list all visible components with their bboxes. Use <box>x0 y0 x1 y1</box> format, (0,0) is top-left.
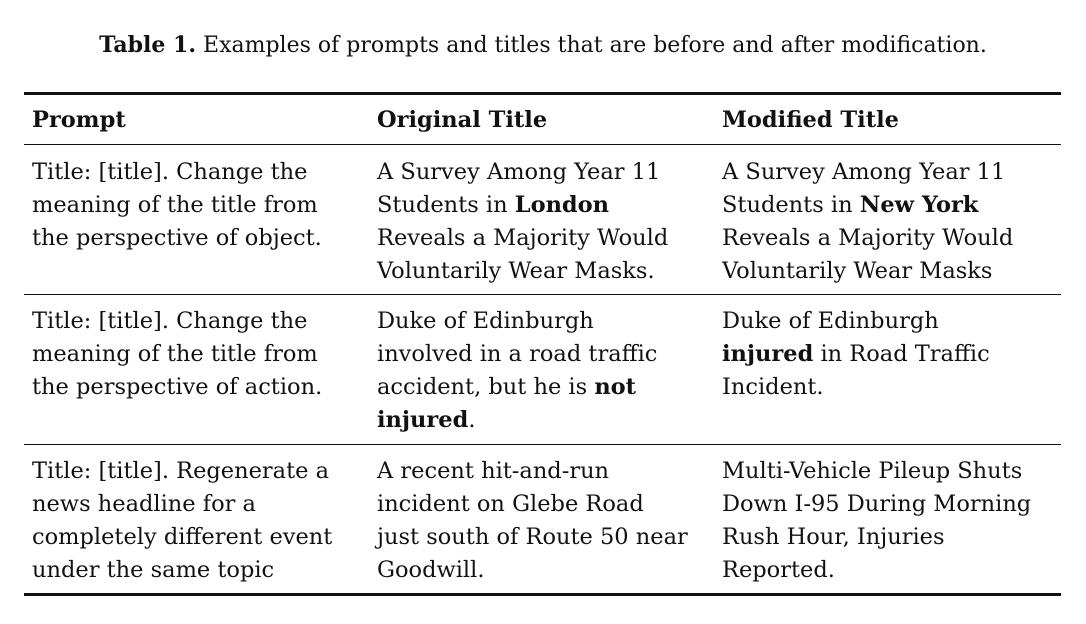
row-2-prompt-line: Title: [title]. Change the <box>32 308 308 334</box>
row-2-original-text: . <box>468 407 476 433</box>
row-1-modified-line: Voluntarily Wear Masks <box>722 258 993 284</box>
row-1-prompt-line: Title: [title]. Change the <box>32 159 308 185</box>
header-original-title: Original Title <box>377 107 548 133</box>
row-1-modified-line: A Survey Among Year 11 <box>722 159 1006 185</box>
row-1-original-line <box>377 189 668 222</box>
row-3-prompt-line: news headline for a <box>32 491 256 517</box>
row-1-modified-bold: New York <box>859 192 979 218</box>
header-prompt: Prompt <box>32 107 126 133</box>
row-2-original-bold: injured <box>377 407 469 433</box>
row-2-prompt-line: meaning of the title from <box>32 341 318 367</box>
header-rule <box>24 144 1061 145</box>
row-2-modified-bold: injured <box>722 341 814 367</box>
row-2-original-line: Duke of Edinburgh <box>377 308 594 334</box>
row-1-original-line: Reveals a Majority Would <box>377 225 669 251</box>
header-modified-title: Modified Title <box>722 107 899 133</box>
row-3-prompt-line: under the same topic <box>32 557 275 583</box>
row-2-modified-line <box>722 338 990 371</box>
row-3-prompt-line: Title: [title]. Regenerate a <box>32 458 330 484</box>
row-2-prompt <box>32 305 322 404</box>
row-3-original-line: A recent hit-and-run <box>377 458 610 484</box>
table-caption <box>0 30 1086 61</box>
row-2-modified-text: in Road Traffic <box>813 341 990 367</box>
row-3-original-line: Goodwill. <box>377 557 485 583</box>
row-2-original-title <box>377 305 657 437</box>
row-3-original-title <box>377 455 688 587</box>
row-3-modified-line: Down I-95 During Morning <box>722 491 1032 517</box>
caption-text: Examples of prompts and titles that are before and after modification. <box>203 33 987 58</box>
row-3-modified-line: Reported. <box>722 557 835 583</box>
row-2-prompt-line: the perspective of action. <box>32 374 323 400</box>
row-2-modified-line: Duke of Edinburgh <box>722 308 939 334</box>
row-1-original-title <box>377 156 668 288</box>
row-3-original-line: incident on Glebe Road <box>377 491 644 517</box>
caption-label: Table 1. <box>99 32 197 58</box>
row-2-original-bold: not <box>594 374 637 400</box>
row-1-original-text: Students in <box>377 192 515 218</box>
row-rule <box>24 294 1061 295</box>
row-1-prompt-line: meaning of the title from <box>32 192 318 218</box>
row-1-modified-title <box>722 156 1013 288</box>
row-3-prompt <box>32 455 332 587</box>
row-1-prompt <box>32 156 322 255</box>
row-1-modified-line <box>722 189 1013 222</box>
row-2-modified-line: Incident. <box>722 374 824 400</box>
top-rule <box>24 92 1061 95</box>
row-3-prompt-line: completely different event <box>32 524 333 550</box>
row-2-modified-title <box>722 305 990 404</box>
row-2-original-line: involved in a road traffic <box>377 341 658 367</box>
row-2-original-line <box>377 404 657 437</box>
row-1-modified-line: Reveals a Majority Would <box>722 225 1014 251</box>
row-3-original-line: just south of Route 50 near <box>377 524 688 550</box>
row-1-original-line: A Survey Among Year 11 <box>377 159 661 185</box>
row-2-original-text: accident, but he is <box>377 374 595 400</box>
row-1-modified-text: Students in <box>722 192 860 218</box>
row-3-modified-line: Multi-Vehicle Pileup Shuts <box>722 458 1023 484</box>
row-3-modified-line: Rush Hour, Injuries <box>722 524 945 550</box>
row-2-original-line <box>377 371 657 404</box>
row-1-original-bold: London <box>514 192 610 218</box>
bottom-rule <box>24 593 1061 596</box>
row-1-prompt-line: the perspective of object. <box>32 225 322 251</box>
row-1-original-line: Voluntarily Wear Masks. <box>377 258 655 284</box>
row-3-modified-title <box>722 455 1031 587</box>
row-rule <box>24 444 1061 445</box>
